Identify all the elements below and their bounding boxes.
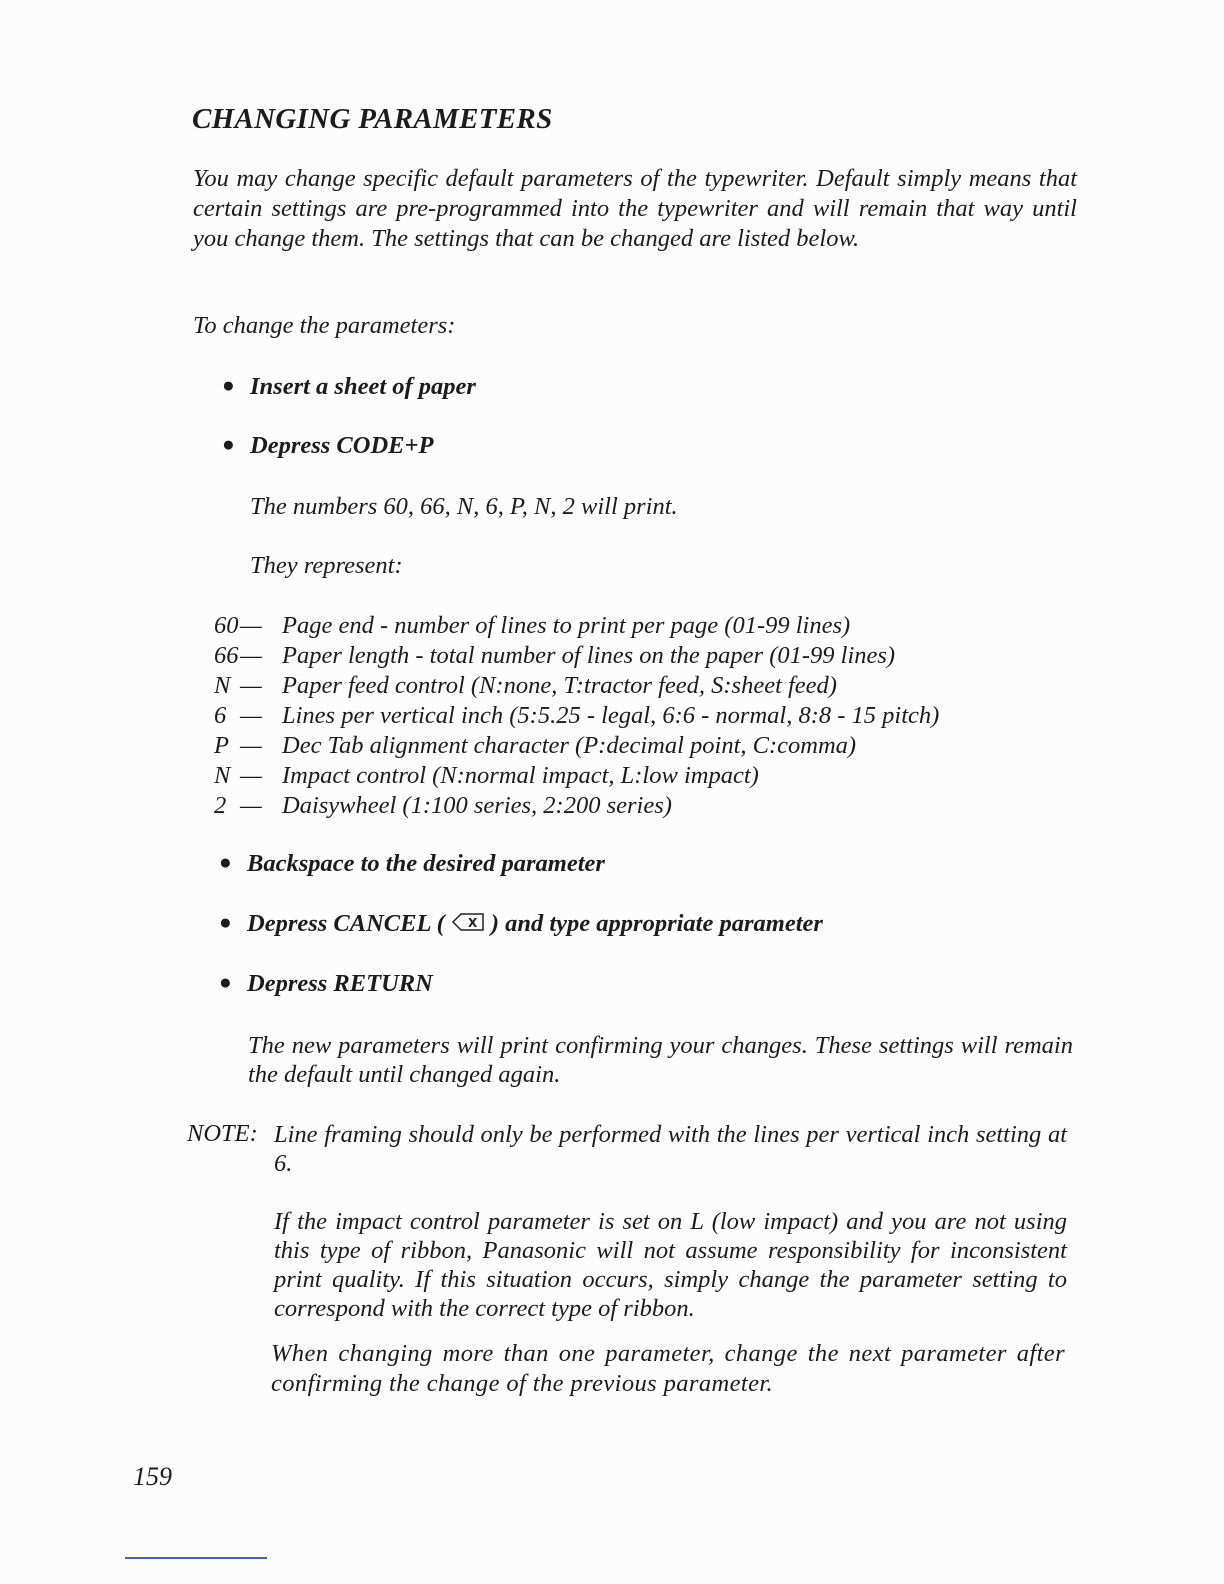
step-label: Depress RETURN [247,970,433,997]
parameter-dash: — [240,732,262,759]
parameter-description: Impact control (N:normal impact, L:low impact) [282,762,759,789]
bullet-icon: ● [222,432,235,456]
step-label-prefix: Depress CANCEL ( [247,910,445,937]
parameter-code: 6 [214,702,227,729]
bullet-icon: ● [219,850,232,874]
bottom-rule [125,1557,267,1559]
step-depress-return [219,970,433,998]
numbers-print-text: The numbers 60, 66, N, 6, P, N, 2 will print. [250,493,678,520]
parameter-dash: — [240,702,262,729]
parameter-dash: — [240,612,262,639]
parameter-code: 2 [214,792,227,819]
note-line-framing: Line framing should only be performed with the lines per vertical inch setting at 6. [274,1121,1067,1177]
step-insert-paper [222,373,476,401]
step-backspace [219,850,605,878]
note-impact-paragraph: If the impact control parameter is set on L (low impact) and you are not using this type of ribbon, Panasonic will not assume responsibility for inconsistent print quality. If this situation occurs, simply change the parameter setting to correspond with the correct type of ribbon. [274,1208,1067,1322]
step-label: Depress CODE+P [250,432,434,459]
step-depress-code-p [222,432,433,460]
bullet-icon: ● [219,970,232,994]
parameter-row [214,642,895,672]
parameter-row [214,732,856,762]
parameter-code: N [214,672,231,699]
parameter-code: P [214,732,229,759]
bullet-icon: ● [222,373,235,397]
confirm-paragraph: The new parameters will print confirming your changes. These settings will remain the default until changed again. [248,1032,1073,1088]
step-label-suffix: ) and type appropriate parameter [490,910,823,937]
parameter-description: Dec Tab alignment character (P:decimal point, C:comma) [282,732,857,759]
page-number: 159 [133,1462,172,1491]
note-multiple-paragraph: When changing more than one parameter, change the next parameter after confirming the change of the previous parameter. [271,1340,1065,1397]
parameter-description: Paper feed control (N:none, T:tractor feed, S:sheet feed) [282,672,837,699]
svg-text:X: X [467,916,478,931]
parameter-description: Daisywheel (1:100 series, 2:200 series) [282,792,672,819]
parameter-description: Paper length - total number of lines on the paper (01-99 lines) [282,642,896,669]
they-represent-text: They represent: [250,552,403,579]
parameter-dash: — [240,762,262,789]
step-label: Insert a sheet of paper [250,373,476,400]
bullet-icon: ● [219,910,232,934]
parameter-code: 60 [214,612,239,639]
parameter-dash: — [240,672,262,699]
step-label: Backspace to the desired parameter [247,850,605,877]
parameter-dash: — [240,792,262,819]
intro-paragraph: You may change specific default parameters of the typewriter. Default simply means that certain settings are pre-programmed into the typewriter and will remain that way until you change them. The settings that can be changed are listed below. [193,165,1077,252]
step-depress-cancel [219,910,823,939]
parameter-row [214,702,939,732]
parameter-description: Lines per vertical inch (5:5.25 - legal, 6:6 - normal, 8:8 - 15 pitch) [282,702,940,729]
parameter-dash: — [240,642,262,669]
parameter-code: N [214,762,231,789]
to-change-label: To change the parameters: [193,312,456,339]
cancel-key-icon [451,911,485,939]
parameter-row [214,612,850,642]
parameter-row [214,672,837,702]
page-title: CHANGING PARAMETERS [192,103,553,135]
parameter-description: Page end - number of lines to print per page (01-99 lines) [282,612,851,639]
parameter-row [214,792,672,822]
note-label: NOTE: [187,1120,258,1147]
parameter-row [214,762,759,792]
parameter-code: 66 [214,642,239,669]
